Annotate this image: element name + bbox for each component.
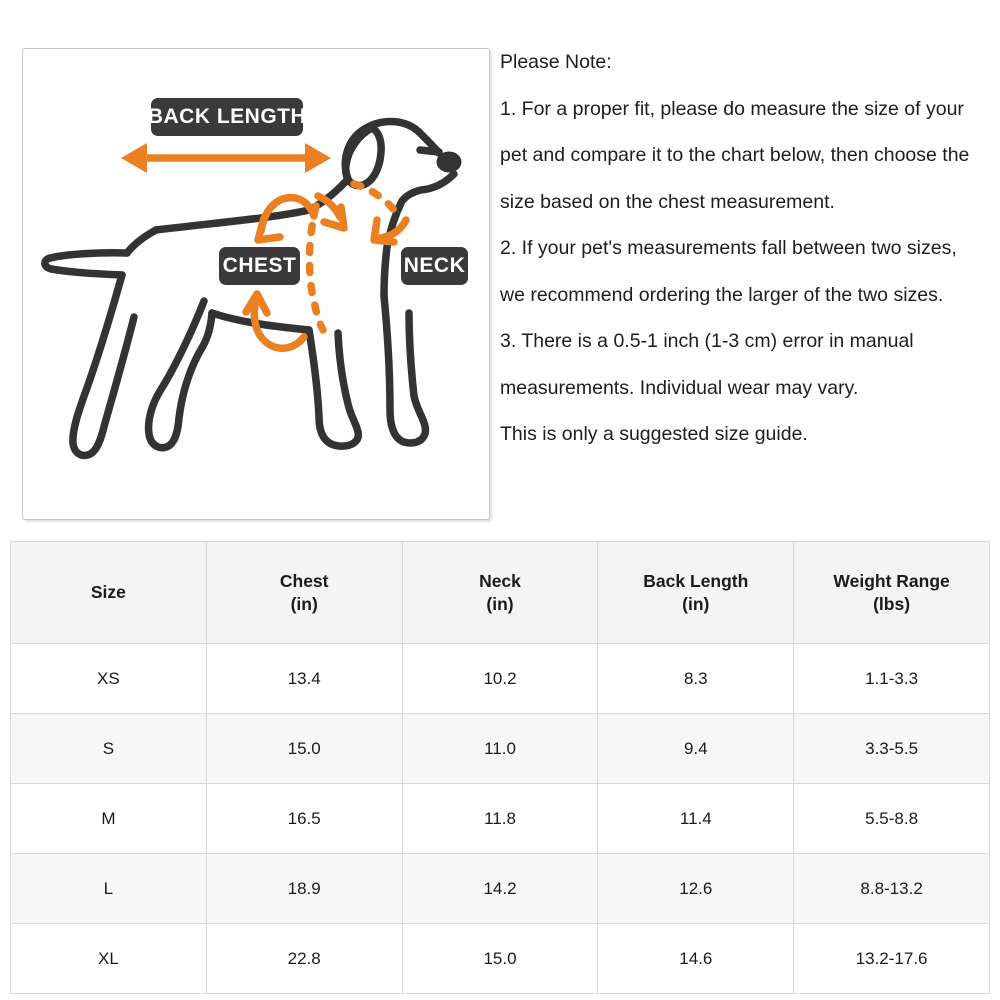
header-title: Size (90, 582, 126, 603)
header-size (11, 542, 207, 644)
chest-girth-arrow (246, 294, 304, 348)
note-line: This is only a suggested size guide. (500, 423, 808, 445)
cell-weight-range: 13.2-17.6 (794, 924, 990, 994)
back-length-label: BACK LENGTH (151, 98, 303, 136)
cell-chest: 13.4 (206, 644, 402, 714)
header-neck (402, 542, 598, 644)
cell-size: XL (11, 924, 207, 994)
cell-weight-range: 5.5-8.8 (794, 784, 990, 854)
cell-size: XS (11, 644, 207, 714)
cell-chest: 15.0 (206, 714, 402, 784)
cell-neck: 11.0 (402, 714, 598, 784)
chest-measure-dashed-line (309, 206, 323, 330)
cell-weight-range: 1.1-3.3 (794, 644, 990, 714)
cell-size: M (11, 784, 207, 854)
header-back-length (598, 542, 794, 644)
header-title: Back Length (643, 570, 749, 591)
cell-back-length: 8.3 (598, 644, 794, 714)
header-title: Weight Range (833, 570, 950, 591)
note-line: 3. There is a 0.5-1 inch (1-3 cm) error in manual (500, 330, 914, 352)
notes-title: Please Note: (500, 51, 612, 73)
cell-neck: 11.8 (402, 784, 598, 854)
table-row (11, 924, 990, 994)
cell-neck: 10.2 (402, 644, 598, 714)
cell-size: S (11, 714, 207, 784)
cell-back-length: 12.6 (598, 854, 794, 924)
table-row (11, 714, 990, 784)
header-title: Chest (279, 570, 329, 591)
cell-chest: 22.8 (206, 924, 402, 994)
table-header-row (11, 542, 990, 644)
cell-back-length: 14.6 (598, 924, 794, 994)
back-length-arrow (121, 143, 331, 173)
note-line: measurements. Individual wear may vary. (500, 376, 859, 399)
header-unit: (in) (290, 593, 318, 614)
cell-weight-range: 3.3-5.5 (794, 714, 990, 784)
cell-neck: 14.2 (402, 854, 598, 924)
neck-measure-dashed-line (354, 184, 395, 211)
dog-nose (437, 152, 462, 173)
neck-label: NECK (401, 247, 468, 285)
header-unit: (lbs) (873, 593, 911, 614)
cell-back-length: 9.4 (598, 714, 794, 784)
cell-chest: 16.5 (206, 784, 402, 854)
note-line: size based on the chest measurement. (500, 190, 835, 213)
table-row (11, 854, 990, 924)
note-line: we recommend ordering the larger of the two sizes. (500, 283, 944, 306)
header-unit: (in) (486, 593, 514, 614)
table-row (11, 784, 990, 854)
shoulder-arrow (318, 196, 344, 228)
size-chart-table (10, 541, 990, 994)
cell-weight-range: 8.8-13.2 (794, 854, 990, 924)
chest-withers-arrow (258, 198, 314, 240)
note-line: 1. For a proper fit, please do measure the size of your (500, 97, 964, 120)
header-unit: (in) (682, 593, 710, 614)
header-title: Neck (479, 570, 521, 591)
chest-label: CHEST (219, 247, 300, 285)
note-line: 2. If your pet's measurements fall between two sizes, (500, 237, 957, 259)
header-chest (206, 542, 402, 644)
header-weight-range (794, 542, 990, 644)
cell-size: L (11, 854, 207, 924)
cell-chest: 18.9 (206, 854, 402, 924)
note-line: pet and compare it to the chart below, then choose the (500, 144, 970, 166)
cell-neck: 15.0 (402, 924, 598, 994)
dog-outline (45, 121, 454, 455)
dog-measurement-diagram (22, 48, 490, 520)
table-row (11, 644, 990, 714)
cell-back-length: 11.4 (598, 784, 794, 854)
notes-section (500, 39, 1000, 458)
